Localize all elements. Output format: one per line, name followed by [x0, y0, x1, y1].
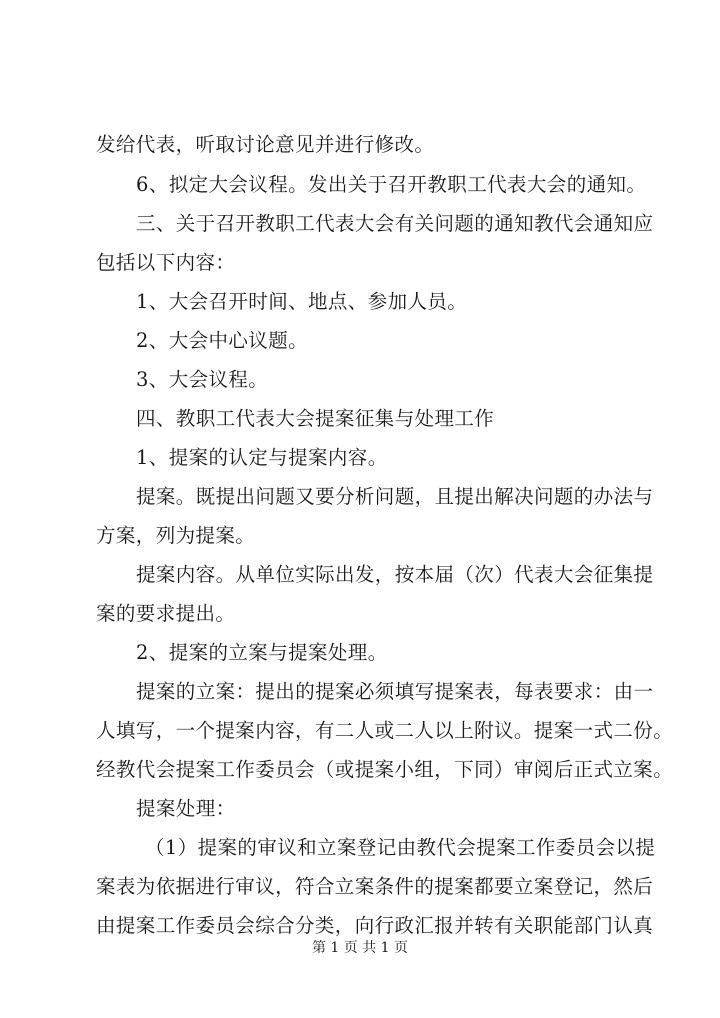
page-footer: 第 1 页 共 1 页 [311, 940, 409, 956]
text-line: 方案，列为提案。 [96, 524, 256, 547]
text-line: 提案内容。从单位实际出发，按本届（次）代表大会征集提 [136, 563, 654, 586]
text-line: 提案的立案：提出的提案必须填写提案表，每表要求：由一 [136, 680, 654, 703]
text-line: 提案处理： [136, 797, 236, 820]
text-line: 经教代会提案工作委员会（或提案小组，下同）审阅后正式立案。 [96, 758, 674, 781]
text-line: 案表为依据进行审议，符合立案条件的提案都要立案登记，然后 [96, 875, 654, 898]
text-line: 人填写，一个提案内容，有二人或二人以上附议。提案一式二份。 [96, 719, 674, 742]
text-line: 发给代表，听取讨论意见并进行修改。 [96, 133, 435, 156]
section-heading: 四、教职工代表大会提案征集与处理工作 [136, 407, 495, 430]
text-line: 案的要求提出。 [96, 602, 236, 625]
text-line: 3、大会议程。 [136, 368, 269, 391]
text-line: 由提案工作委员会综合分类，向行政汇报并转有关职能部门认真 [96, 914, 654, 937]
text-line: （1）提案的审议和立案登记由教代会提案工作委员会以提 [145, 836, 656, 859]
text-line: 6、拟定大会议程。发出关于召开教职工代表大会的通知。 [136, 173, 647, 196]
text-line: 2、提案的立案与提案处理。 [136, 641, 388, 664]
text-line: 三、关于召开教职工代表大会有关问题的通知教代会通知应 [136, 212, 654, 235]
text-line: 提案。既提出问题又要分析问题，且提出解决问题的办法与 [136, 485, 654, 508]
text-line: 1、提案的认定与提案内容。 [136, 446, 388, 469]
text-line: 1、大会召开时间、地点、参加人员。 [136, 290, 468, 313]
text-line: 2、大会中心议题。 [136, 329, 309, 352]
text-line: 包括以下内容： [96, 251, 236, 274]
